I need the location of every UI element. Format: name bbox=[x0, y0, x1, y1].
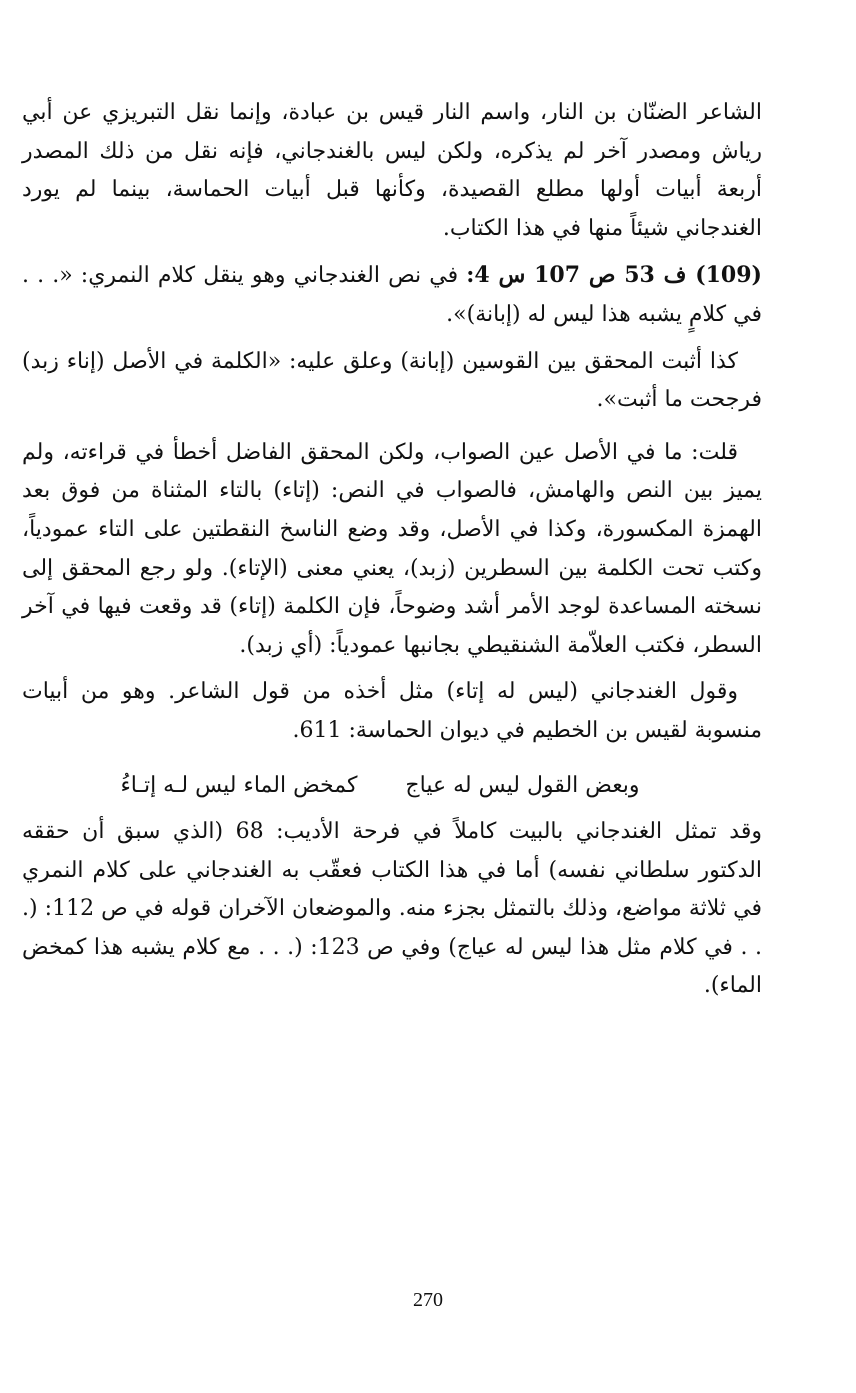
page-body bbox=[22, 94, 762, 1006]
verse-second-hemistich: كمخض الماء ليس لـه إتـاءُ bbox=[120, 772, 358, 798]
paragraph-2-text: في نص الغندجاني وهو ينقل كلام النمري: «. . . في كلامٍ يشبه هذا ليس له (إبانة)». bbox=[22, 263, 762, 327]
paragraph-2 bbox=[22, 256, 762, 334]
paragraph-4: قلت: ما في الأصل عين الصواب، ولكن المحقق الفاضل أخطأ في قراءته، ولم يميز بين النص والهامش، فالصواب في النص: (إتاء) بالتاء المثناة من فوق بعد الهمزة المكسورة، وكذا في الأصل، وقد وضع الناسخ النقطتين على التاء عمودياً، وكتب تحت الكلمة بين السطرين (زبد)، يعني معنى (الإتاء). ولو رجع المحقق إلى نسخته المساعدة لوجد الأمر أشد وضوحاً، فإن الكلمة (إتاء) قد وقعت فيها في آخر السطر، فكتب العلاّمة الشنقيطي بجانبها عمودياً: (أي زبد). bbox=[22, 439, 762, 658]
verse-first-hemistich: وبعض القول ليس له عياج bbox=[405, 772, 640, 798]
poetry-verse bbox=[22, 767, 762, 806]
note-reference: (109) ف 53 ص 107 س 4: bbox=[466, 262, 762, 289]
paragraph-3: كذا أثبت المحقق بين القوسين (إبانة) وعلق عليه: «الكلمة في الأصل (إناء زبد) فرجحت ما أثبت». bbox=[22, 348, 762, 413]
paragraph-1: الشاعر الضنّان بن النار، واسم النار قيس بن عبادة، وإنما نقل التبريزي عن أبي رياش ومصدر آخر لم يذكره، ولكن ليس بالغندجاني، فإنه نقل من ذلك المصدر أربعة أبيات أولها مطلع القصيدة، وكأنها قبل أبيات الحماسة، بينما لم يورد الغندجاني شيئاً منها في هذا الكتاب. bbox=[22, 100, 762, 241]
page-number: 270 bbox=[413, 1289, 443, 1311]
paragraph-5: وقول الغندجاني (ليس له إتاء) مثل أخذه من قول الشاعر. وهو من أبيات منسوبة لقيس بن الخطيم في ديوان الحماسة: 611. bbox=[22, 679, 762, 743]
paragraph-6: وقد تمثل الغندجاني بالبيت كاملاً في فرحة الأديب: 68 (الذي سبق أن حققه الدكتور سلطاني نفسه) أما في هذا الكتاب فعقّب به الغندجاني على كلام النمري في ثلاثة مواضع، وذلك بالتمثل بجزء منه. والموضعان الآخران قوله في ص 112: (. . . في كلام مثل هذا ليس له عياج) وفي ص 123: (. . . مع كلام يشبه هذا كمخض الماء). bbox=[22, 819, 762, 999]
